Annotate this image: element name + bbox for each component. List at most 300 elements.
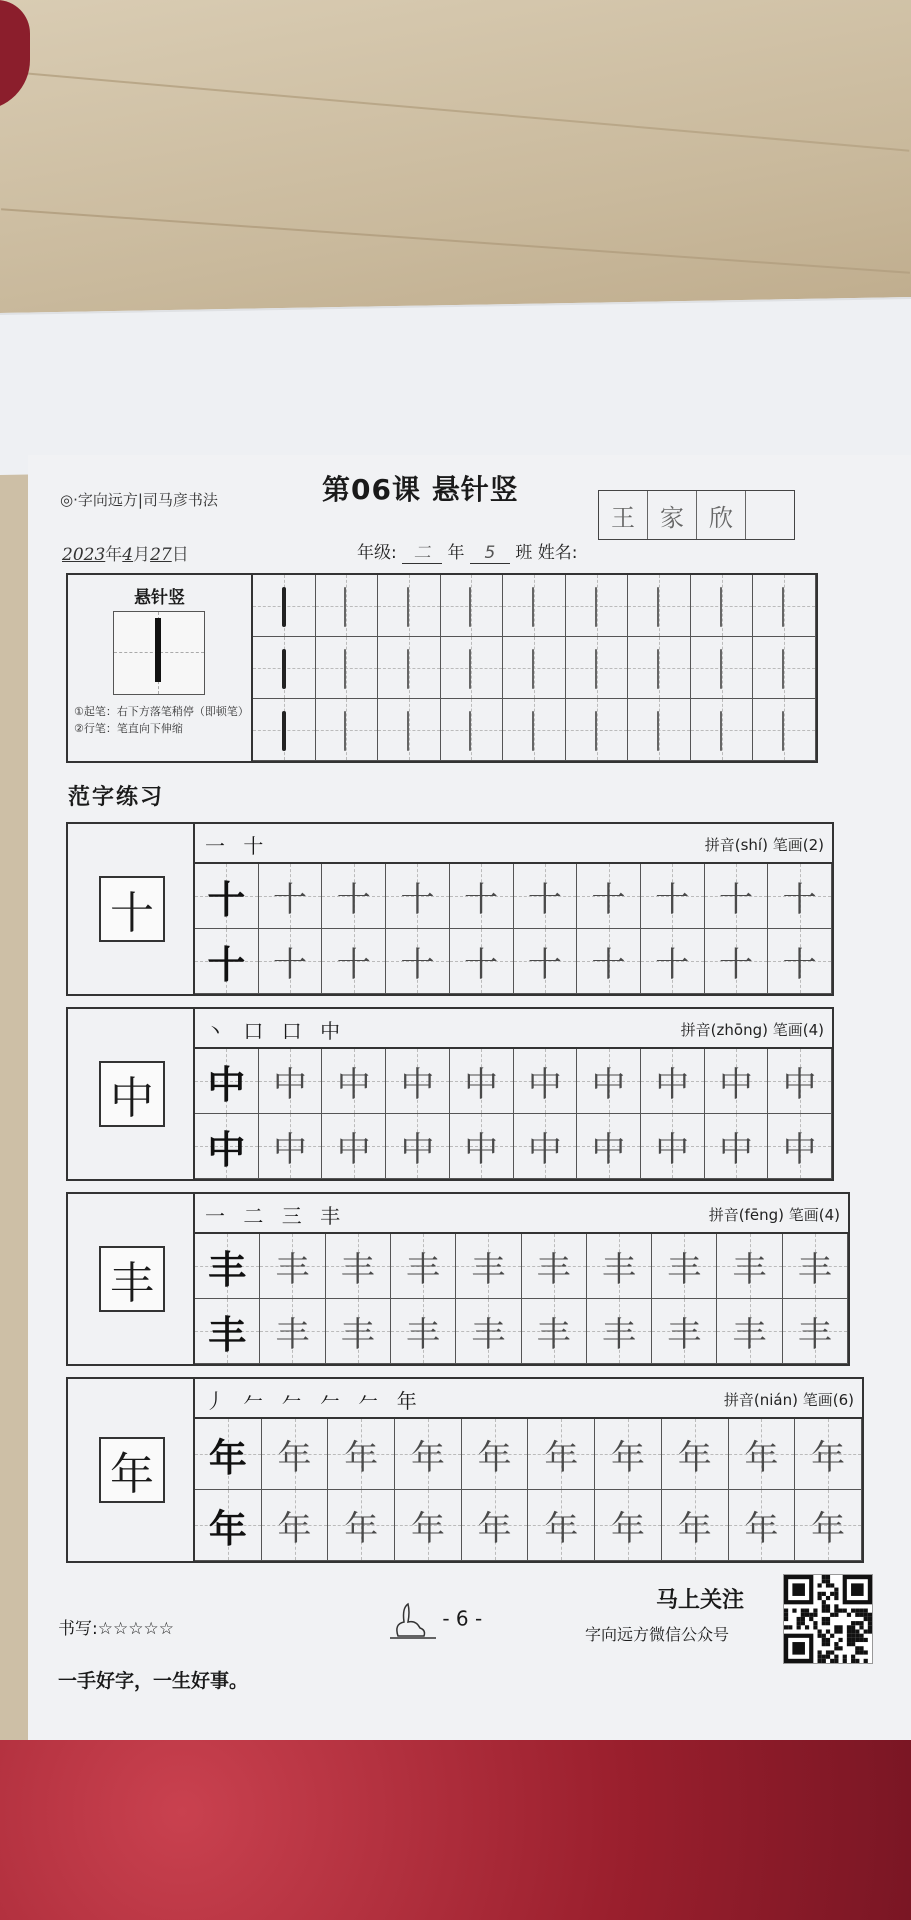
- handwritten-char-cell: [462, 1490, 529, 1561]
- handwritten-char-cell: [259, 1114, 323, 1179]
- date-month: 4: [122, 545, 134, 565]
- stroke-order: 一 二 三 丰: [205, 1204, 347, 1228]
- follow-title: 马上关注: [656, 1588, 745, 1613]
- handwritten-char: 十: [400, 879, 435, 920]
- handwritten-char-cell: [587, 1299, 652, 1364]
- grade-value: 二: [402, 538, 442, 564]
- handwritten-char: 丰: [471, 1249, 506, 1290]
- model-char-cell: [195, 1114, 259, 1179]
- handwritten-char: 十: [273, 944, 308, 985]
- model-char-area: [68, 1009, 195, 1179]
- char-meta: [724, 1389, 854, 1410]
- stroke-practice-cell: [503, 575, 566, 637]
- model-char-cell: [195, 1234, 260, 1299]
- stroke-practice-cell: [566, 575, 629, 637]
- handwritten-char-cell: [783, 1299, 848, 1364]
- handwritten-char: 年: [744, 1508, 779, 1549]
- handwritten-char-cell: [322, 1114, 386, 1179]
- model-char-cell: [195, 1490, 262, 1561]
- grade-label: 年级:: [357, 543, 397, 563]
- page-number-area: [390, 1600, 482, 1640]
- handwritten-char: 十: [273, 879, 308, 920]
- handwritten-char-cell: [705, 929, 769, 994]
- stroke-practice-cell: [378, 575, 441, 637]
- char-header: [195, 824, 832, 864]
- handwritten-char-cell: [705, 1114, 769, 1179]
- char-practice-block: [66, 1377, 864, 1563]
- handwritten-char-cell: [514, 864, 578, 929]
- handwritten-char-cell: [322, 1049, 386, 1114]
- class-label: 班 姓名:: [515, 543, 578, 563]
- handwritten-char-cell: [514, 929, 578, 994]
- handwritten-char-cell: [768, 1049, 832, 1114]
- stroke-notes: [74, 703, 250, 737]
- written-stroke: [469, 711, 471, 751]
- char-meta: [681, 1019, 824, 1040]
- handwritten-char: 中: [464, 1064, 499, 1105]
- char-header: [195, 1379, 862, 1419]
- page-curl: [0, 297, 911, 475]
- written-stroke: [469, 587, 471, 627]
- name-grid: [598, 490, 795, 540]
- handwritten-char: 年: [277, 1437, 312, 1478]
- written-stroke: [282, 587, 286, 627]
- strokes-label: 笔画: [802, 1391, 833, 1409]
- stroke-practice-cell: [316, 637, 379, 699]
- handwritten-char-cell: [260, 1234, 325, 1299]
- handwritten-char-cell: [326, 1299, 391, 1364]
- char-header: [195, 1009, 832, 1049]
- model-char: 中: [207, 1061, 246, 1107]
- handwritten-char-cell: [717, 1234, 782, 1299]
- practice-area: [195, 1379, 862, 1561]
- stroke-note-1: ①起笔：右下方落笔稍停（即顿笔）: [74, 705, 249, 718]
- handwritten-char-cell: [514, 1049, 578, 1114]
- handwritten-char-cell: [641, 929, 705, 994]
- stroke-practice-cell: [628, 637, 691, 699]
- handwritten-char-cell: [528, 1419, 595, 1490]
- stroke-count: (4): [818, 1206, 840, 1224]
- qr-code-icon[interactable]: [783, 1574, 873, 1664]
- writing-label: 书写:: [58, 1619, 98, 1639]
- written-stroke: [782, 649, 784, 689]
- written-stroke: [657, 711, 659, 751]
- pinyin-label: 拼音: [708, 1206, 739, 1224]
- stroke-practice-cell: [253, 575, 316, 637]
- handwritten-char: 十: [718, 944, 753, 985]
- handwritten-char: 中: [336, 1129, 371, 1170]
- stroke-order: 丶 口 口 中: [205, 1019, 347, 1043]
- red-cloth: [0, 1740, 911, 1920]
- stroke-note-2: ②行笔：笔直向下伸缩: [74, 722, 183, 735]
- handwritten-char: 丰: [667, 1249, 702, 1290]
- brand-logo: ◎·字向远方|司马彦书法: [60, 491, 218, 509]
- handwritten-char: 十: [591, 879, 626, 920]
- handwritten-char: 年: [677, 1437, 712, 1478]
- handwritten-char-cell: [395, 1419, 462, 1490]
- handwritten-char-cell: [595, 1490, 662, 1561]
- model-char-area: [68, 1379, 195, 1561]
- practice-grid: [195, 1049, 832, 1179]
- handwritten-char: 十: [718, 879, 753, 920]
- handwritten-char-cell: [450, 1049, 514, 1114]
- stroke-practice-cell: [566, 637, 629, 699]
- char-header: [195, 1194, 848, 1234]
- handwritten-char-cell: [456, 1299, 521, 1364]
- handwritten-char-cell: [391, 1234, 456, 1299]
- stroke-practice-cell: [691, 637, 754, 699]
- handwritten-char: 十: [400, 944, 435, 985]
- model-char-cell: [195, 1049, 259, 1114]
- written-stroke: [407, 711, 409, 751]
- handwritten-char: 中: [718, 1064, 753, 1105]
- slogan: 一手好字，一生好事。: [58, 1670, 249, 1692]
- handwritten-char: 中: [400, 1064, 435, 1105]
- handwritten-char-cell: [705, 1049, 769, 1114]
- stroke-practice-cell: [503, 699, 566, 761]
- handwritten-char-cell: [768, 1114, 832, 1179]
- handwritten-char-cell: [450, 929, 514, 994]
- handwritten-char-cell: [717, 1299, 782, 1364]
- stroke-practice-cell: [691, 575, 754, 637]
- handwritten-char: 中: [655, 1129, 690, 1170]
- wooden-table: [0, 0, 911, 350]
- name-cell: 欣: [697, 491, 746, 539]
- handwritten-char: 十: [336, 879, 371, 920]
- date-year: 2023: [62, 545, 106, 565]
- written-stroke: [782, 711, 784, 751]
- handwritten-char: 年: [611, 1437, 646, 1478]
- handwritten-char: 十: [527, 879, 562, 920]
- pinyin: (zhōng): [710, 1021, 768, 1039]
- stroke-practice-cell: [316, 575, 379, 637]
- handwritten-char: 十: [464, 944, 499, 985]
- written-stroke: [595, 711, 597, 751]
- handwritten-char: 中: [782, 1064, 817, 1105]
- handwritten-char: 十: [782, 944, 817, 985]
- handwritten-char: 丰: [797, 1249, 832, 1290]
- handwritten-char-cell: [595, 1419, 662, 1490]
- handwritten-char-cell: [386, 1049, 450, 1114]
- written-stroke: [720, 711, 722, 751]
- handwritten-char: 丰: [667, 1314, 702, 1355]
- stroke-order: 一 十: [205, 834, 270, 858]
- stroke-practice-cell: [691, 699, 754, 761]
- date-year-suffix: 年: [105, 545, 123, 565]
- handwritten-char-cell: [450, 1114, 514, 1179]
- star-rating: ☆☆☆☆☆: [97, 1619, 174, 1639]
- handwritten-char-cell: [577, 864, 641, 929]
- written-stroke: [532, 587, 534, 627]
- date-month-suffix: 月: [133, 545, 151, 565]
- handwritten-char: 十: [782, 879, 817, 920]
- stroke-practice-cell: [316, 699, 379, 761]
- written-stroke: [782, 587, 784, 627]
- handwritten-char: 年: [477, 1437, 512, 1478]
- pinyin: (fēng): [738, 1206, 784, 1224]
- model-char-cell: [195, 1419, 262, 1490]
- model-char-area: [68, 824, 195, 994]
- handwritten-char: 年: [410, 1437, 445, 1478]
- handwritten-char: 丰: [601, 1314, 636, 1355]
- handwritten-char-cell: [768, 929, 832, 994]
- handwritten-char-cell: [386, 1114, 450, 1179]
- stroke-practice-cell: [441, 575, 504, 637]
- handwritten-char: 中: [273, 1129, 308, 1170]
- handwritten-char-cell: [260, 1299, 325, 1364]
- model-char: 中: [99, 1061, 165, 1127]
- rabbit-icon: [390, 1600, 436, 1640]
- handwritten-char: 中: [400, 1129, 435, 1170]
- model-char: 丰: [208, 1246, 247, 1292]
- handwritten-char-cell: [262, 1419, 329, 1490]
- stroke-practice-box: [66, 573, 818, 763]
- practice-area: [195, 1009, 832, 1179]
- written-stroke: [282, 649, 286, 689]
- handwritten-char: 中: [336, 1064, 371, 1105]
- stroke-title: 悬针竖: [134, 588, 185, 608]
- date-line: [62, 540, 189, 565]
- handwritten-char: 年: [611, 1508, 646, 1549]
- model-char-area: [68, 1194, 195, 1364]
- handwritten-char: 十: [655, 879, 690, 920]
- handwritten-char: 丰: [536, 1249, 571, 1290]
- handwritten-char: 丰: [601, 1249, 636, 1290]
- written-stroke: [344, 649, 346, 689]
- date-day: 27: [150, 545, 172, 565]
- handwritten-char-cell: [328, 1419, 395, 1490]
- model-char: 丰: [208, 1311, 247, 1357]
- written-stroke: [407, 587, 409, 627]
- handwritten-char-cell: [522, 1299, 587, 1364]
- practice-grid: [195, 1419, 862, 1561]
- handwritten-char: 年: [410, 1508, 445, 1549]
- name-cell: [746, 491, 794, 539]
- handwritten-char-cell: [326, 1234, 391, 1299]
- handwritten-char-cell: [577, 929, 641, 994]
- char-practice-block: [66, 822, 834, 996]
- handwritten-char-cell: [259, 864, 323, 929]
- stroke-practice-cell: [441, 637, 504, 699]
- stroke-practice-cell: [503, 637, 566, 699]
- handwritten-char-cell: [262, 1490, 329, 1561]
- written-stroke: [344, 711, 346, 751]
- model-char: 年: [208, 1505, 247, 1551]
- handwritten-char-cell: [322, 929, 386, 994]
- handwritten-char-cell: [652, 1234, 717, 1299]
- handwritten-char-cell: [662, 1419, 729, 1490]
- handwritten-char: 丰: [471, 1314, 506, 1355]
- handwritten-char: 中: [782, 1129, 817, 1170]
- model-char: 丰: [99, 1246, 165, 1312]
- handwritten-char-cell: [528, 1490, 595, 1561]
- handwritten-char-cell: [652, 1299, 717, 1364]
- class-value: 5: [470, 543, 510, 564]
- stroke-order: 丿 𠂉 𠂉 𠂉 𠂉 年: [205, 1389, 423, 1413]
- handwritten-char-cell: [641, 864, 705, 929]
- stroke-practice-cell: [253, 637, 316, 699]
- char-practice-block: [66, 1007, 834, 1181]
- handwritten-char-cell: [795, 1419, 862, 1490]
- hanging-needle-stroke: [155, 618, 161, 682]
- pinyin-label: 拼音: [723, 1391, 754, 1409]
- handwritten-char-cell: [395, 1490, 462, 1561]
- char-practice-block: [66, 1192, 850, 1366]
- model-char: 十: [99, 876, 165, 942]
- handwritten-char: 中: [591, 1129, 626, 1170]
- section-title: 范字练习: [68, 785, 165, 810]
- written-stroke: [532, 649, 534, 689]
- handwritten-char: 丰: [732, 1314, 767, 1355]
- strokes-label: 笔画: [772, 1021, 803, 1039]
- handwritten-char: 十: [655, 944, 690, 985]
- lesson-title: 第06课 悬针竖: [322, 473, 519, 506]
- handwritten-char: 年: [277, 1508, 312, 1549]
- stroke-count: (4): [802, 1021, 824, 1039]
- handwritten-char-cell: [450, 864, 514, 929]
- practice-area: [195, 824, 832, 994]
- handwritten-char-cell: [662, 1490, 729, 1561]
- handwritten-char: 十: [527, 944, 562, 985]
- model-char-cell: [195, 1299, 260, 1364]
- pinyin-label: 拼音: [704, 836, 735, 854]
- handwritten-char-cell: [795, 1490, 862, 1561]
- written-stroke: [282, 711, 286, 751]
- handwritten-char: 丰: [275, 1249, 310, 1290]
- model-char: 中: [207, 1126, 246, 1172]
- writing-rating: [58, 1614, 174, 1639]
- handwritten-char-cell: [462, 1419, 529, 1490]
- handwritten-char-cell: [577, 1049, 641, 1114]
- handwritten-char-cell: [577, 1114, 641, 1179]
- handwritten-char-cell: [705, 864, 769, 929]
- written-stroke: [657, 649, 659, 689]
- follow-subtitle: 字向远方微信公众号: [585, 1625, 730, 1644]
- handwritten-char-cell: [522, 1234, 587, 1299]
- handwritten-char-cell: [391, 1299, 456, 1364]
- handwritten-char: 十: [336, 944, 371, 985]
- date-day-suffix: 日: [171, 545, 189, 565]
- handwritten-char-cell: [386, 929, 450, 994]
- written-stroke: [657, 587, 659, 627]
- stroke-practice-grid: [253, 575, 816, 761]
- written-stroke: [720, 649, 722, 689]
- name-cell: 王: [599, 491, 648, 539]
- handwritten-char: 丰: [797, 1314, 832, 1355]
- page-number: - 6 -: [442, 1606, 483, 1631]
- handwritten-char: 年: [677, 1508, 712, 1549]
- name-cell: 家: [648, 491, 697, 539]
- stroke-practice-cell: [753, 575, 816, 637]
- stroke-practice-cell: [628, 699, 691, 761]
- model-char: 十: [207, 876, 246, 922]
- model-char: 十: [207, 941, 246, 987]
- handwritten-char-cell: [783, 1234, 848, 1299]
- stroke-count: (6): [832, 1391, 854, 1409]
- stroke-guide: [68, 575, 253, 761]
- handwritten-char-cell: [768, 864, 832, 929]
- pinyin: (nián): [753, 1391, 798, 1409]
- handwritten-char: 丰: [275, 1314, 310, 1355]
- handwritten-char: 中: [527, 1064, 562, 1105]
- year-label: 年: [447, 543, 465, 563]
- written-stroke: [407, 649, 409, 689]
- written-stroke: [595, 587, 597, 627]
- handwritten-char: 丰: [340, 1314, 375, 1355]
- stroke-practice-cell: [378, 699, 441, 761]
- char-meta: [709, 1204, 840, 1225]
- handwritten-char-cell: [641, 1114, 705, 1179]
- handwritten-char: 中: [655, 1064, 690, 1105]
- handwritten-char-cell: [587, 1234, 652, 1299]
- stroke-diagram: [113, 611, 205, 695]
- handwritten-char-cell: [514, 1114, 578, 1179]
- handwritten-char-cell: [729, 1490, 796, 1561]
- strokes-label: 笔画: [788, 1206, 819, 1224]
- handwritten-char-cell: [386, 864, 450, 929]
- handwritten-char: 中: [464, 1129, 499, 1170]
- practice-area: [195, 1194, 848, 1364]
- written-stroke: [469, 649, 471, 689]
- handwritten-char: 年: [344, 1508, 379, 1549]
- handwritten-char: 年: [544, 1508, 579, 1549]
- written-stroke: [344, 587, 346, 627]
- stroke-practice-cell: [566, 699, 629, 761]
- handwritten-char: 中: [718, 1129, 753, 1170]
- handwritten-char-cell: [328, 1490, 395, 1561]
- practice-grid: [195, 864, 832, 994]
- handwritten-char-cell: [456, 1234, 521, 1299]
- handwritten-char: 丰: [340, 1249, 375, 1290]
- stroke-count: (2): [802, 836, 824, 854]
- model-char: 年: [99, 1437, 165, 1503]
- stroke-practice-cell: [753, 699, 816, 761]
- stroke-practice-cell: [753, 637, 816, 699]
- grade-line: [357, 538, 578, 564]
- pinyin-label: 拼音: [680, 1021, 711, 1039]
- handwritten-char-cell: [259, 929, 323, 994]
- stroke-practice-cell: [441, 699, 504, 761]
- handwritten-char: 年: [811, 1508, 846, 1549]
- stroke-practice-cell: [378, 637, 441, 699]
- handwritten-char: 十: [591, 944, 626, 985]
- written-stroke: [720, 587, 722, 627]
- handwritten-char: 丰: [406, 1314, 441, 1355]
- handwritten-char-cell: [641, 1049, 705, 1114]
- handwritten-char: 年: [811, 1437, 846, 1478]
- handwritten-char: 年: [544, 1437, 579, 1478]
- written-stroke: [532, 711, 534, 751]
- strokes-label: 笔画: [772, 836, 803, 854]
- handwritten-char: 中: [527, 1129, 562, 1170]
- handwritten-char: 丰: [406, 1249, 441, 1290]
- handwritten-char: 丰: [536, 1314, 571, 1355]
- stroke-practice-cell: [253, 699, 316, 761]
- handwritten-char-cell: [322, 864, 386, 929]
- written-stroke: [595, 649, 597, 689]
- practice-grid: [195, 1234, 848, 1364]
- handwritten-char: 十: [464, 879, 499, 920]
- handwritten-char: 年: [477, 1508, 512, 1549]
- handwritten-char: 丰: [732, 1249, 767, 1290]
- handwritten-char-cell: [259, 1049, 323, 1114]
- char-meta: [705, 834, 824, 855]
- model-char-cell: [195, 929, 259, 994]
- model-char: 年: [208, 1434, 247, 1480]
- stroke-practice-cell: [628, 575, 691, 637]
- handwritten-char-cell: [729, 1419, 796, 1490]
- handwritten-char: 中: [591, 1064, 626, 1105]
